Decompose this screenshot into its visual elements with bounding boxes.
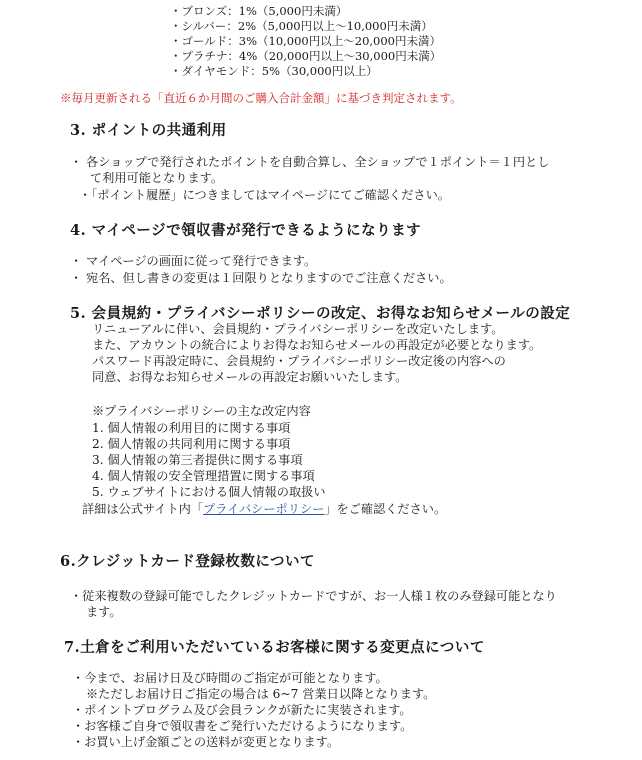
- rank-note: ※毎月更新される「直近６か月間のご購入合計金額」に基づき判定されます。: [60, 91, 462, 105]
- section-5-para-4: 同意、お得なお知らせメールの再設定お願いいたします。: [92, 370, 408, 384]
- section-3-bullet-2: ・「ポイント履歴」につきましてはマイページにてご確認ください。: [79, 188, 450, 202]
- section-7-line-3: ・ポイントプログラム及び会員ランクが新たに実装されます。: [72, 703, 412, 717]
- section-7-line-1: ・今まで、お届け日及び時間のご指定が可能となります。: [72, 671, 388, 685]
- section-3-bullet-1: ・ 各ショップで発行されたポイントを自動合算し、全ショップで１ポイント＝１円とし: [70, 155, 550, 169]
- section-7-line-2: ※ただしお届け日ご指定の場合は 6~7 営業日以降となります。: [86, 687, 436, 701]
- privacy-detail-suffix: 」をご確認ください。: [324, 502, 447, 516]
- section-5-heading: 5. 会員規約・プライバシーポリシーの改定、お得なお知らせメールの設定: [70, 305, 571, 322]
- section-6-bullet-1: ・従来複数の登録可能でしたクレジットカードですが、お一人様１枚のみ登録可能となり: [70, 589, 557, 603]
- rank-tier-bronze: ・ブロンズ：1%（5,000円未満）: [170, 4, 348, 18]
- section-4-bullet-1: ・ マイページの画面に従って発行できます。: [70, 254, 317, 268]
- section-6-bullet-1-cont: ます。: [86, 605, 122, 619]
- section-3-heading: 3. ポイントの共通利用: [70, 122, 227, 139]
- section-4-heading: 4. マイページで領収書が発行できるようになります: [70, 222, 422, 239]
- section-3-bullet-1-cont: て利用可能となります。: [90, 171, 224, 185]
- section-4-bullet-2: ・ 宛名、但し書きの変更は１回限りとなりますのでご注意ください。: [70, 271, 452, 285]
- section-5-para-3: パスワード再設定時に、会員規約・プライバシーポリシー改定後の内容への: [92, 354, 506, 368]
- privacy-detail-prefix: 詳細は公式サイト内「: [82, 502, 204, 516]
- rank-tier-gold: ・ゴールド：3%（10,000円以上〜20,000円未満）: [170, 34, 441, 48]
- privacy-revision-item-2: 2. 個人情報の共同利用に関する事項: [92, 437, 291, 451]
- section-5-para-1: リニューアルに伴い、会員規約・プライバシーポリシーを改定いたします。: [92, 322, 504, 336]
- privacy-detail-line: [82, 501, 446, 517]
- section-7-line-5: ・お買い上げ金額ごとの送料が変更となります。: [72, 735, 340, 749]
- section-7-line-4: ・お客様ご自身で領収書をご発行いただけるようになります。: [72, 719, 413, 733]
- rank-tier-platinum: ・プラチナ：4%（20,000円以上〜30,000円未満）: [170, 49, 442, 63]
- section-7-heading: 7.土倉をご利用いただいているお客様に関する変更点について: [64, 639, 485, 656]
- privacy-revision-item-3: 3. 個人情報の第三者提供に関する事項: [92, 453, 303, 467]
- privacy-revision-item-4: 4. 個人情報の安全管理措置に関する事項: [92, 469, 315, 483]
- privacy-revision-note-title: ※プライバシーポリシーの主な改定内容: [92, 404, 311, 418]
- rank-tier-silver: ・シルバー：2%（5,000円以上〜10,000円未満）: [170, 19, 433, 33]
- privacy-policy-link[interactable]: プライバシーポリシー: [203, 502, 325, 516]
- section-6-heading: 6.クレジットカード登録枚数について: [60, 553, 316, 570]
- privacy-revision-item-1: 1. 個人情報の利用目的に関する事項: [92, 421, 291, 435]
- rank-tier-diamond: ・ダイヤモンド：5%（30,000円以上）: [170, 64, 378, 78]
- section-5-para-2: また、アカウントの統合によりお得なお知らせメールの再設定が必要となります。: [92, 338, 542, 352]
- privacy-revision-item-5: 5. ウェブサイトにおける個人情報の取扱い: [92, 485, 326, 499]
